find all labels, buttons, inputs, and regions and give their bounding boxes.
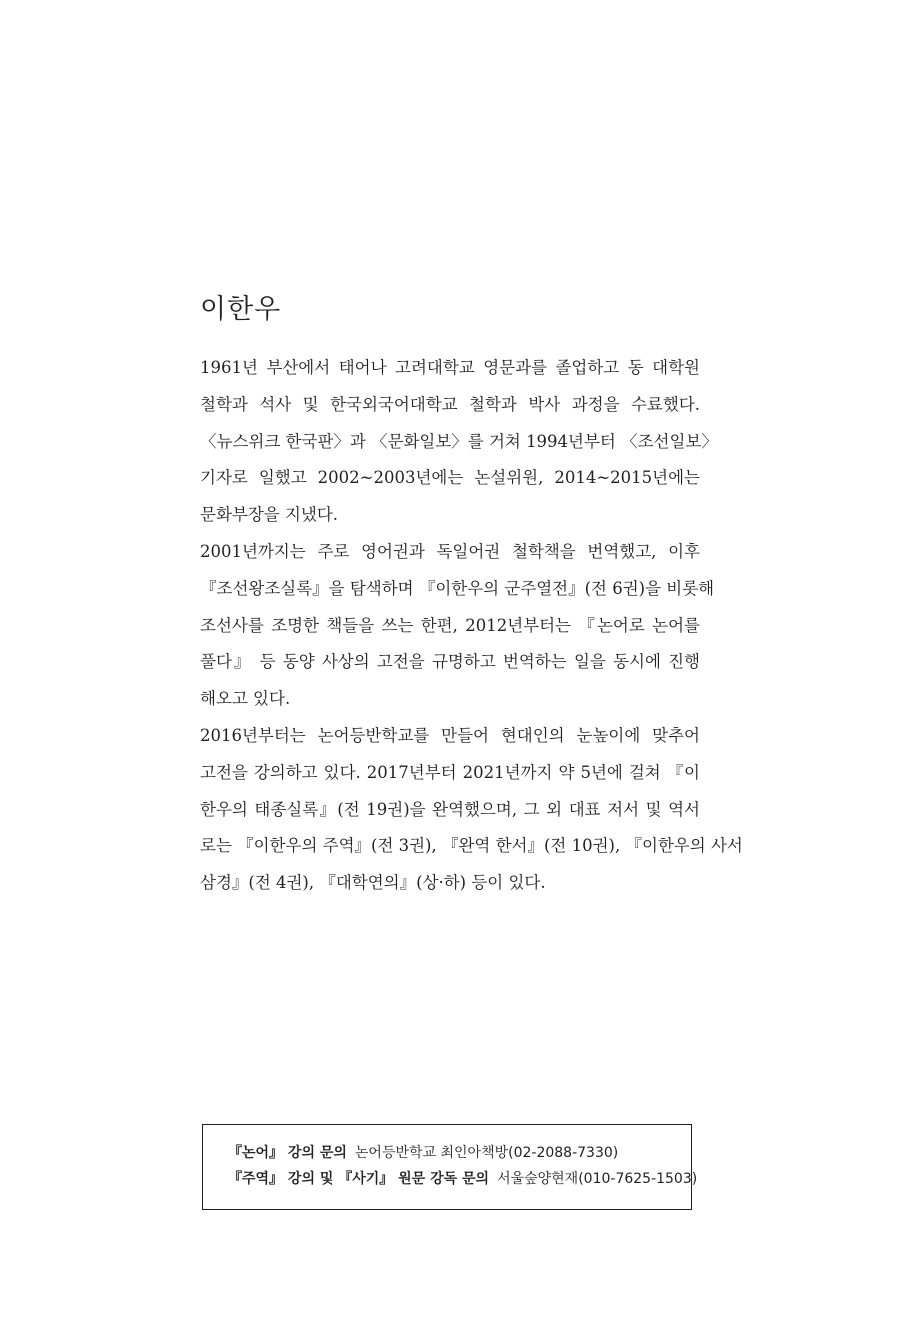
bio-line: 한우의 태종실록』(전 19권)을 완역했으며, 그 외 대표 저서 및 역서	[200, 799, 700, 819]
bio-line: 2001년까지는 주로 영어권과 독일어권 철학책을 번역했고, 이후	[200, 541, 700, 561]
bio-line: 고전을 강의하고 있다. 2017년부터 2021년까지 약 5년에 걸쳐 『이	[200, 762, 700, 782]
lecture-inquiry-box	[202, 1124, 698, 1210]
author-name: 이한우	[200, 294, 282, 325]
contact-row-analects	[228, 1140, 691, 1166]
bio-line: 기자로 일했고 2002~2003년에는 논설위원, 2014~2015년에는	[200, 468, 700, 488]
bio-line: 풀다』 등 동양 사상의 고전을 규명하고 번역하는 일을 동시에 진행	[200, 652, 700, 672]
contact-value: 논어등반학교 최인아책방(02-2088-7330)	[354, 1145, 619, 1161]
bio-line: 해오고 있다.	[200, 689, 291, 709]
contact-row-iching	[228, 1166, 698, 1192]
bio-line: 〈뉴스위크 한국판〉과 〈문화일보〉를 거쳐 1994년부터 〈조선일보〉	[200, 431, 718, 451]
bio-line: 로는 『이한우의 주역』(전 3권), 『완역 한서』(전 10권), 『이한우의 사서	[200, 836, 743, 856]
bio-line: 1961년 부산에서 태어나 고려대학교 영문과를 졸업하고 동 대학원	[200, 358, 700, 377]
contact-label: 『논어』 강의 문의	[228, 1145, 347, 1161]
bio-line: 문화부장을 지냈다.	[200, 505, 339, 525]
bio-line: 철학과 석사 및 한국외국어대학교 철학과 박사 과정을 수료했다.	[200, 394, 700, 414]
contact-label: 『주역』 강의 및 『사기』 원문 강독 문의	[228, 1171, 490, 1187]
author-biography	[200, 350, 743, 902]
contact-value: 서울숲양현재(010-7625-1503)	[497, 1171, 698, 1187]
bio-line: 『조선왕조실록』을 탐색하며 『이한우의 군주열전』(전 6권)을 비롯해	[200, 578, 715, 598]
bio-line: 2016년부터는 논어등반학교를 만들어 현대인의 눈높이에 맞추어	[200, 725, 700, 745]
bio-line: 삼경』(전 4권), 『대학연의』(상·하) 등이 있다.	[200, 873, 546, 893]
bio-line: 조선사를 조명한 책들을 쓰는 한편, 2012년부터는 『논어로 논어를	[200, 615, 700, 635]
